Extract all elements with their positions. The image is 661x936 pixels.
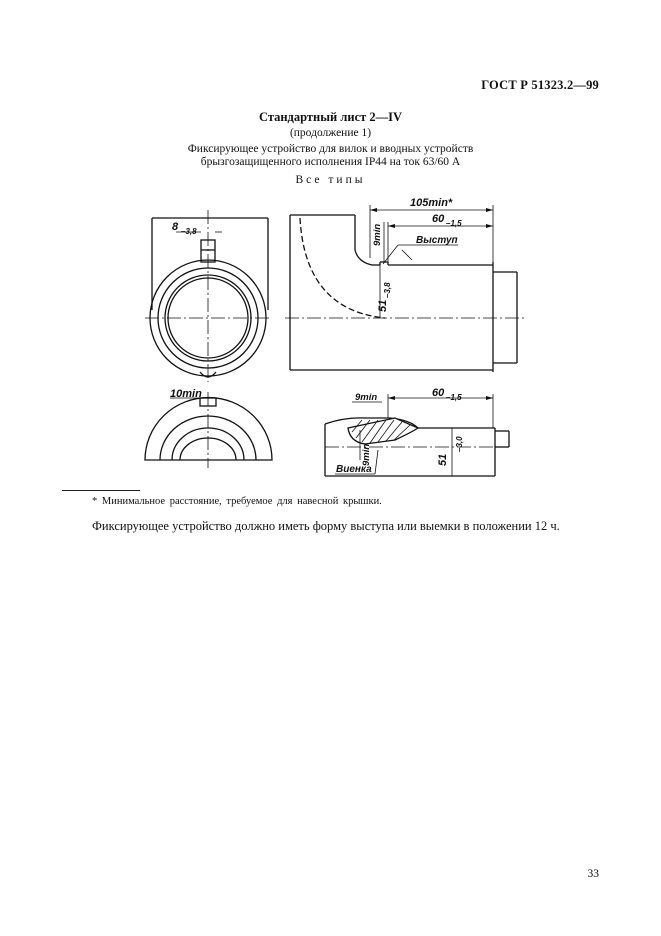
description-line-2: брызгозащищенного исполнения IP44 на ток 63/60 А [200,156,461,168]
sheet-title: Стандартный лист 2—IV [258,110,403,124]
page-number: 33 [587,868,599,880]
dim-51-bottom-tolerance: –3,0 [455,436,464,452]
dim-60-bottom-tolerance: –1,5 [446,393,462,402]
footnote: * Минимальное расстояние, требуемое для навесной крышки. [92,496,382,507]
section-view-bottom-right [325,387,509,476]
dim-9min-bottom-horizontal: 9min [355,392,378,403]
body-paragraph: Фиксирующее устройство должно иметь форму выступа или выемки в положении 12 ч. [92,519,560,533]
description-line-1: Фиксирующее устройство для вилок и вводных устройств [187,143,474,155]
end-view-top-left [145,210,272,382]
dim-8-tolerance: –3,8 [181,227,197,236]
dim-51-top-label: 51 [377,299,389,312]
notch-label: Виенка [336,464,372,475]
dim-9min-bottom-vertical: 9min [361,443,372,466]
dim-8-label: 8 [172,221,179,233]
section-view-bottom-left [145,388,272,468]
dim-10min-label: 10min [170,388,202,400]
protrusion-label: Выступ [416,235,458,246]
footnote-separator [62,490,140,491]
side-view-top-right [285,197,525,372]
types-label: Все типы [295,174,366,186]
document-code: ГОСТ Р 51323.2—99 [481,78,599,92]
sheet-description [0,143,661,169]
dim-9min-top: 9min [372,223,383,246]
dim-60-bottom-label: 60 [432,387,445,399]
dim-60-top-tolerance: –1,5 [446,219,462,228]
dim-105-label: 105min* [410,197,453,209]
dim-51-bottom-label: 51 [437,453,449,466]
sheet-subtitle: (продолжение 1) [289,127,372,139]
technical-drawing [0,190,661,490]
dim-60-top-label: 60 [432,213,445,225]
dim-51-top-tolerance: –3,8 [383,282,392,298]
